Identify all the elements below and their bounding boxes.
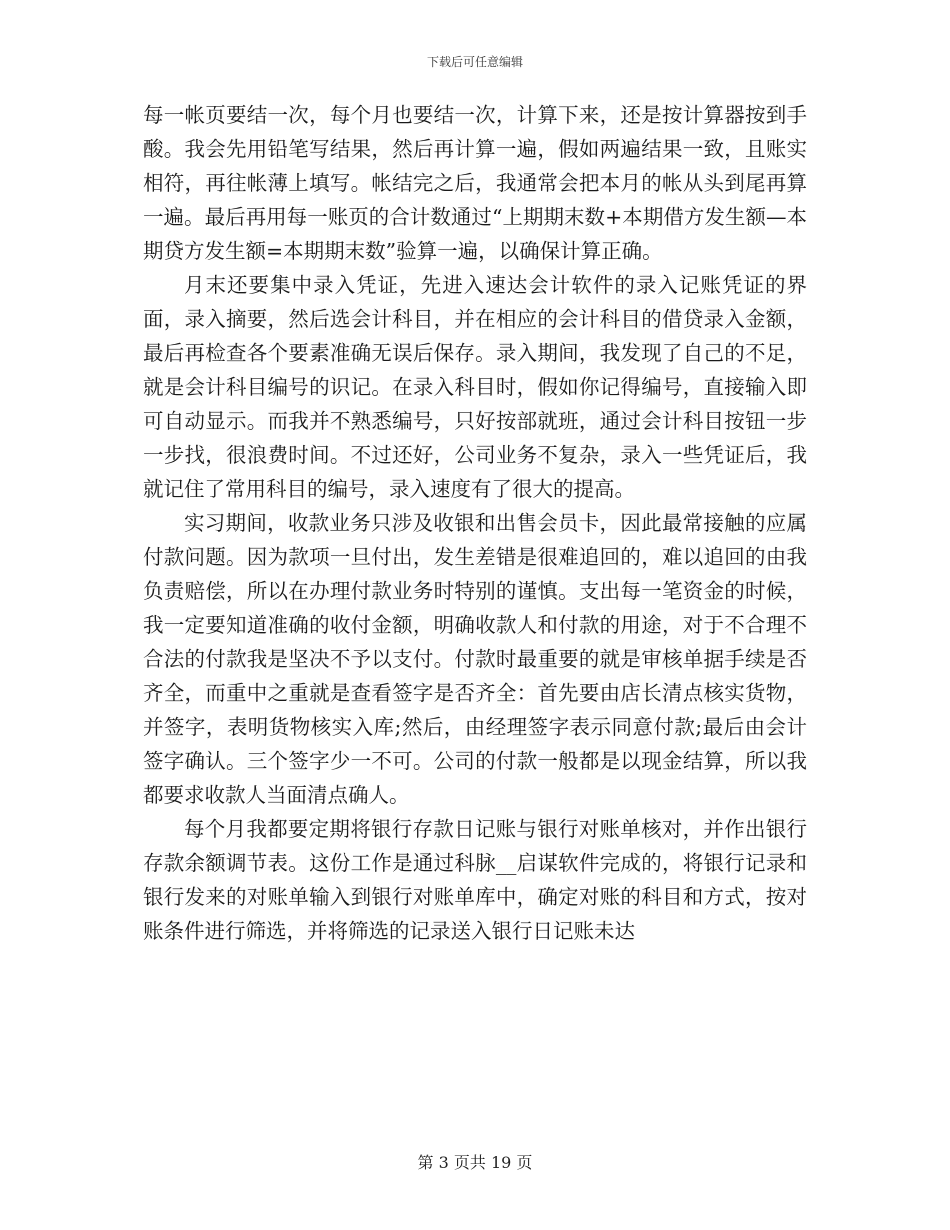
paragraph-4: 每个月我都要定期将银行存款日记账与银行对账单核对，并作出银行存款余额调节表。这份工作是通过科脉__启谋软件完成的，将银行记录和银行发来的对账单输入到银行对账单库中，确定对账的科目和方式，按对账条件进行筛选，并将筛选的记录送入银行日记账未达 bbox=[143, 817, 807, 943]
document-body bbox=[143, 98, 807, 948]
page-header: 下载后可任意编辑 bbox=[426, 55, 523, 69]
paragraph-3: 实习期间，收款业务只涉及收银和出售会员卡，因此最常接触的应属付款问题。因为款项一旦付出，发生差错是很难追回的，难以追回的由我负责赔偿，所以在办理付款业务时特别的谨慎。支出每一笔资金的时候，我一定要知道准确的收付金额，明确收款人和付款的用途，对于不合理不合法的付款我是坚决不予以支付。付款时最重要的就是审核单据手续是否齐全，而重中之重就是查看签字是否齐全：首先要由店长清点核实货物，并签字，表明货物核实入库;然后，由经理签字表示同意付款;最后由会计签字确认。三个签字少一不可。公司的付款一般都是以现金结算，所以我都要求收款人当面清点确人。 bbox=[143, 511, 807, 807]
page-footer: 第 3 页共 19 页 bbox=[417, 1153, 533, 1172]
paragraph-2: 月末还要集中录入凭证，先进入速达会计软件的录入记账凭证的界面，录入摘要，然后选会计科目，并在相应的会计科目的借贷录入金额，最后再检查各个要素准确无误后保存。录入期间，我发现了自己的不足，就是会计科目编号的识记。在录入科目时，假如你记得编号，直接输入即可自动显示。而我并不熟悉编号，只好按部就班，通过会计科目按钮一步一步找，很浪费时间。不过还好，公司业务不复杂，录入一些凭证后，我就记住了常用科目的编号，录入速度有了很大的提高。 bbox=[143, 273, 807, 501]
paragraph-1: 每一帐页要结一次，每个月也要结一次，计算下来，还是按计算器按到手酸。我会先用铅笔写结果，然后再计算一遍，假如两遍结果一致，且账实相符，再往帐薄上填写。帐结完之后，我通常会把本月的帐从头到尾再算一遍。最后再用每一账页的合计数通过“上期期末数+本期借方发生额—本期贷方发生额=本期期末数”验算一遍，以确保计算正确。 bbox=[143, 103, 807, 263]
